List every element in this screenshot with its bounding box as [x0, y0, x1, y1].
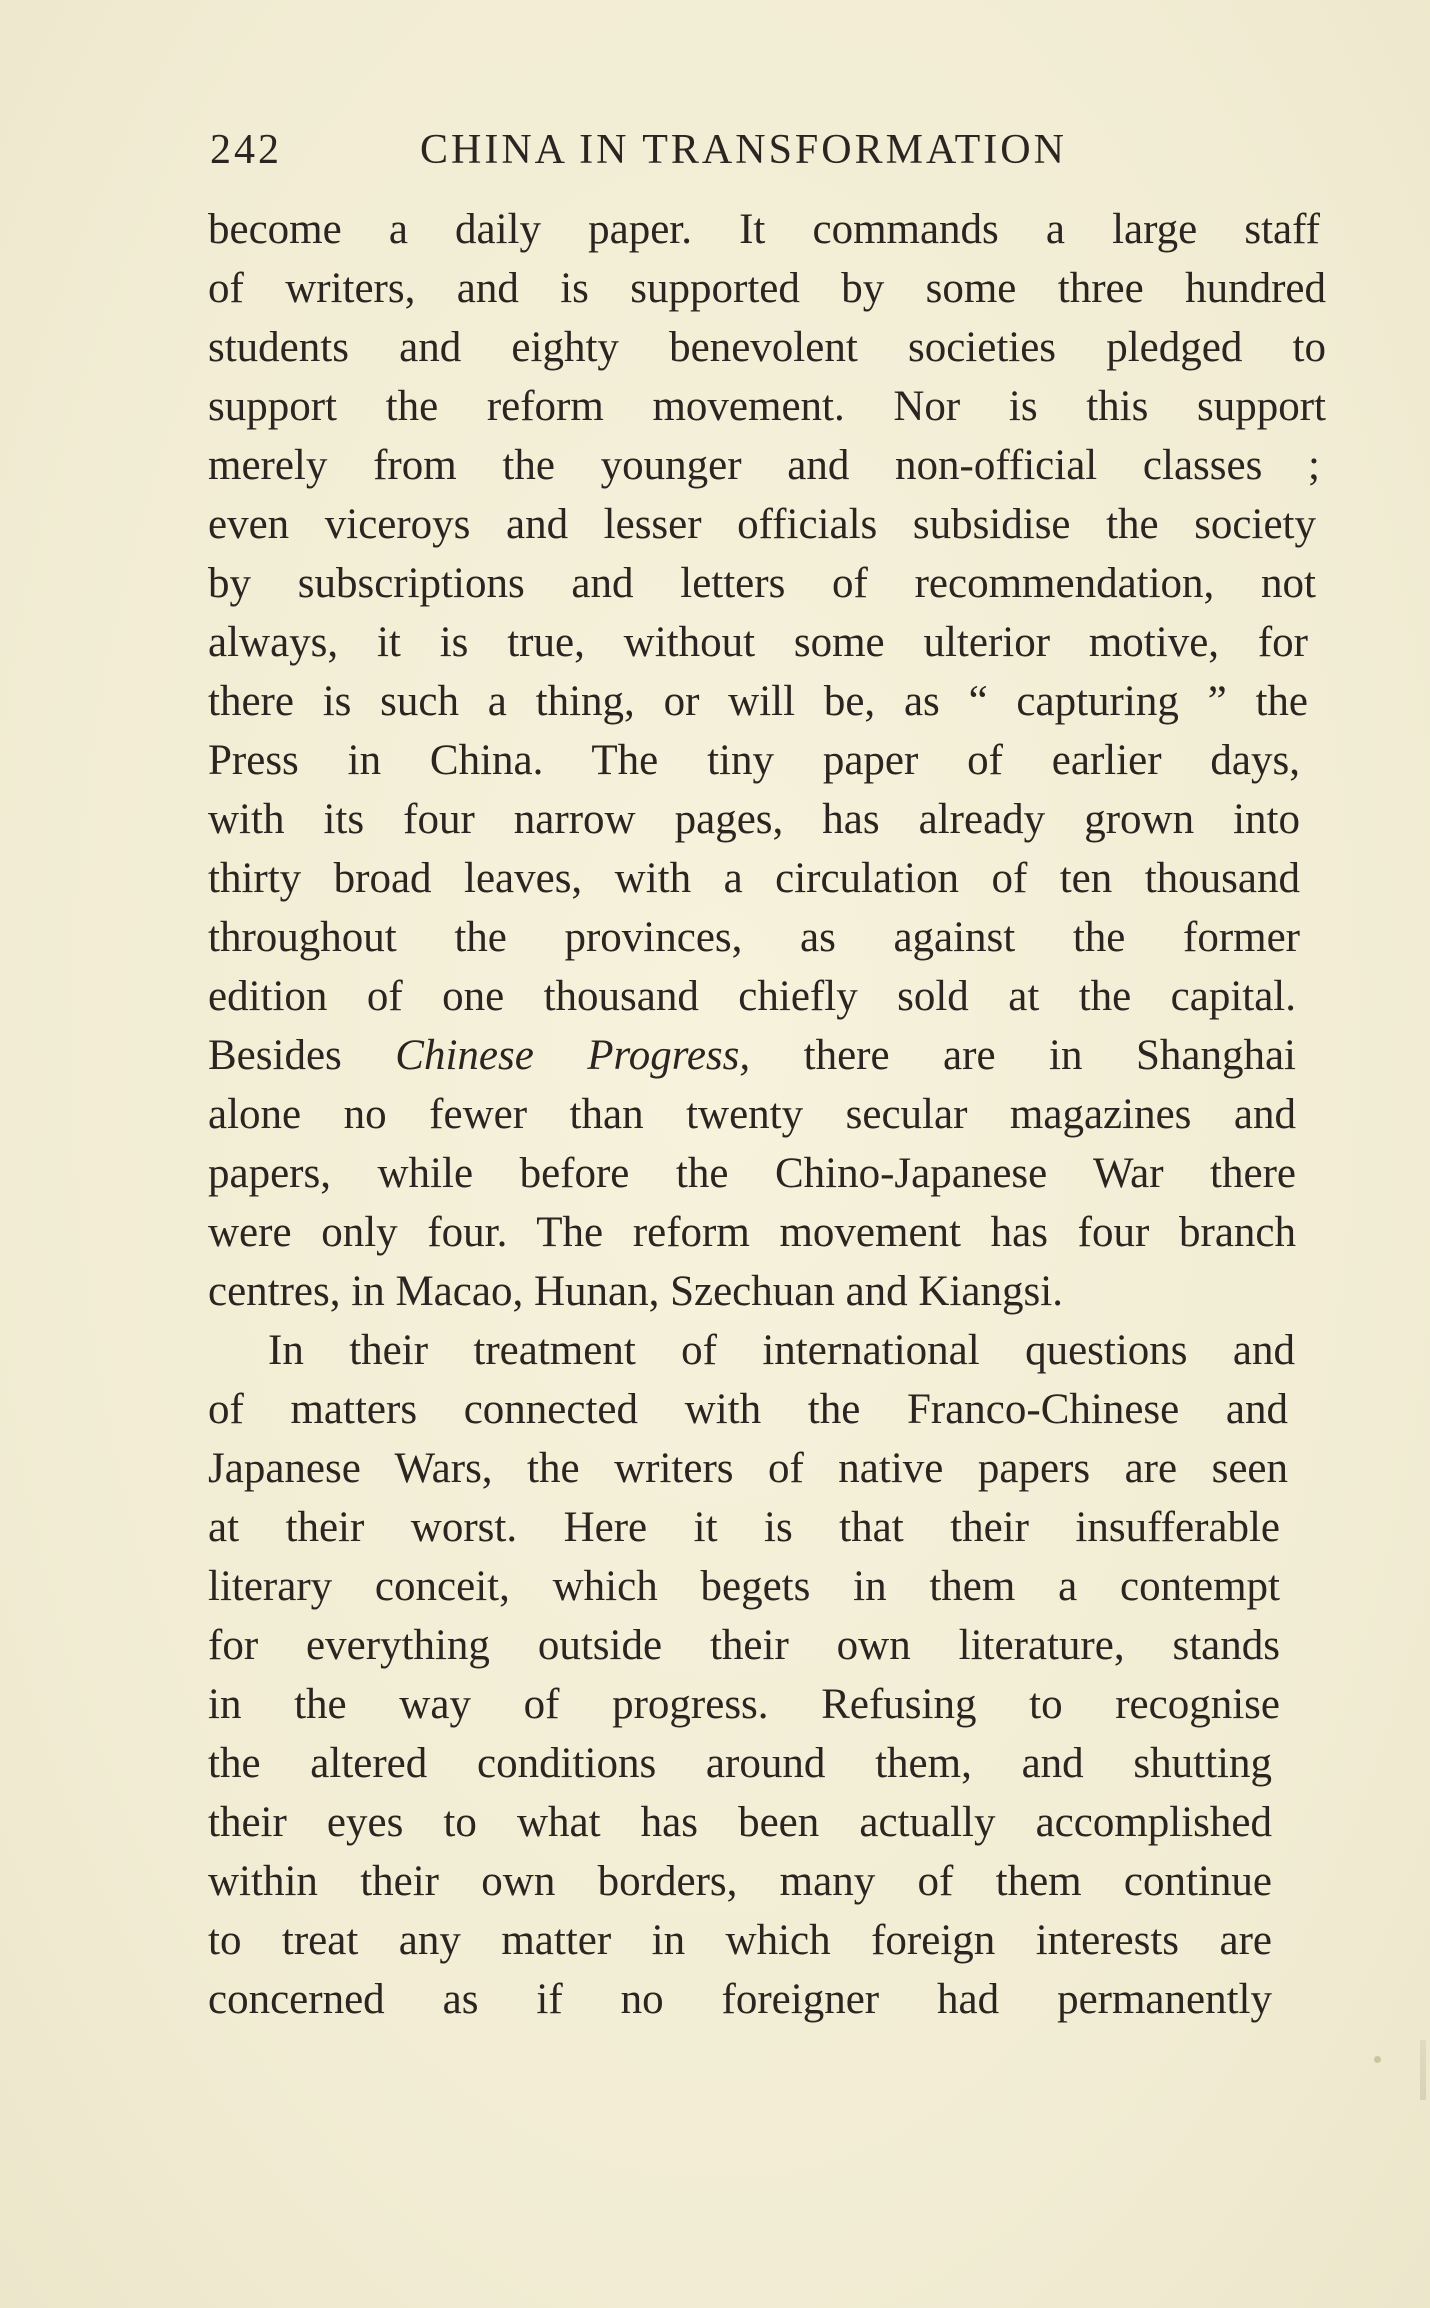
- text-line: at their worst. Here it is that their insufferable: [208, 1504, 1280, 1551]
- italic-title: Chinese Progress,: [395, 1032, 751, 1079]
- text-line: in the way of progress. Refusing to recognise: [208, 1681, 1280, 1728]
- text-line: centres, in Macao, Hunan, Szechuan and Kiangsi.: [208, 1268, 1063, 1315]
- text-line: edition of one thousand chiefly sold at the capital.: [208, 973, 1296, 1020]
- text-line: alone no fewer than twenty secular magazines and: [208, 1091, 1296, 1138]
- text-line: throughout the provinces, as against the former: [208, 914, 1300, 961]
- text-line: with its four narrow pages, has already grown into: [208, 796, 1300, 843]
- text-line: were only four. The reform movement has four branch: [208, 1209, 1296, 1256]
- text-line: become a daily paper. It commands a large staff: [208, 206, 1320, 253]
- text-line: there is such a thing, or will be, as “ capturing ” the: [208, 678, 1308, 725]
- page-number: 242: [210, 127, 282, 173]
- text-line: literary conceit, which begets in them a contempt: [208, 1563, 1280, 1610]
- text-line: In their treatment of international questions and: [268, 1327, 1295, 1374]
- text-line: even viceroys and lesser officials subsidise the society: [208, 501, 1316, 548]
- text-line: thirty broad leaves, with a circulation of ten thousand: [208, 855, 1300, 902]
- text-line: within their own borders, many of them continue: [208, 1858, 1272, 1905]
- text-line: of writers, and is supported by some three hundred: [208, 265, 1326, 312]
- text-prefix: Besides: [208, 1032, 396, 1079]
- text-line: always, it is true, without some ulterior motive, for: [208, 619, 1308, 666]
- running-head: [210, 126, 1220, 186]
- text-line: papers, while before the Chino-Japanese War there: [208, 1150, 1296, 1197]
- text-line: concerned as if no foreigner had permanently: [208, 1976, 1272, 2023]
- running-title: CHINA IN TRANSFORMATION: [420, 127, 1067, 173]
- text-line: for everything outside their own literature, stands: [208, 1622, 1280, 1669]
- text-line: of matters connected with the Franco-Chinese and: [208, 1386, 1288, 1433]
- text-line: students and eighty benevolent societies pledged to: [208, 324, 1326, 371]
- text-line: Japanese Wars, the writers of native papers are seen: [208, 1445, 1288, 1492]
- text-line: their eyes to what has been actually accomplished: [208, 1799, 1272, 1846]
- text-line: to treat any matter in which foreign interests are: [208, 1917, 1272, 1964]
- text-line: merely from the younger and non-official classes ;: [208, 442, 1320, 489]
- text-line: support the reform movement. Nor is this support: [208, 383, 1326, 430]
- page-edge-shadow: [1420, 2040, 1426, 2100]
- text-suffix: there are in Shanghai: [750, 1032, 1296, 1079]
- body-text: [208, 200, 1326, 2029]
- text-line: by subscriptions and letters of recommendation, not: [208, 560, 1316, 607]
- ink-speck: [1374, 2056, 1381, 2063]
- text-line: the altered conditions around them, and shutting: [208, 1740, 1272, 1787]
- text-line: Press in China. The tiny paper of earlier days,: [208, 737, 1300, 784]
- text-line-with-title: [208, 1026, 1296, 1085]
